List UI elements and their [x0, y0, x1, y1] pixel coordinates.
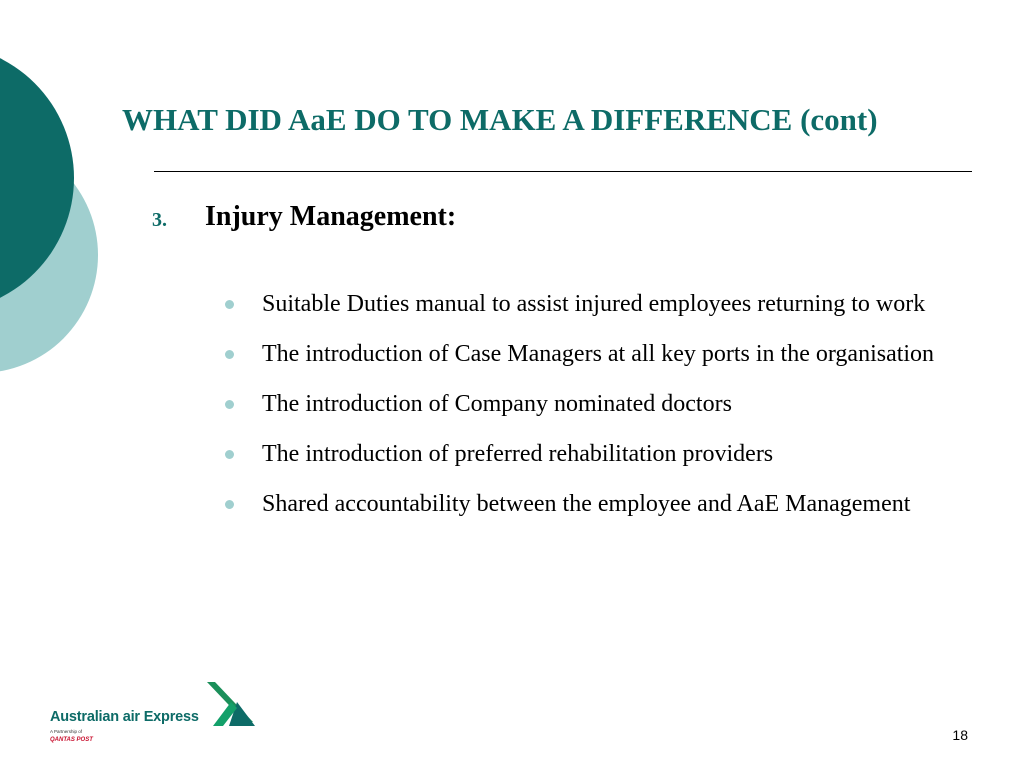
logo-partners: QANTAS POST: [50, 737, 93, 743]
bullet-text: Shared accountability between the employee and AaE Management: [262, 491, 911, 517]
slide-title: WHAT DID AaE DO TO MAKE A DIFFERENCE (cont): [122, 102, 878, 137]
bullet-icon: [225, 500, 234, 509]
bullet-item: [225, 337, 965, 371]
bullet-text: The introduction of Company nominated doctors: [262, 391, 732, 417]
bullet-item: [225, 387, 965, 421]
page-number: 18: [952, 727, 968, 743]
bullet-text: The introduction of Case Managers at all key ports in the organisation: [262, 341, 935, 367]
bullet-item: [225, 487, 965, 521]
bullet-icon: [225, 400, 234, 409]
bullet-text: The introduction of preferred rehabilitation providers: [262, 441, 774, 467]
bullet-icon: [225, 300, 234, 309]
bullet-icon: [225, 450, 234, 459]
company-logo: [50, 680, 260, 748]
section-number: 3.: [152, 209, 167, 231]
logo-name: Australian air Express: [50, 709, 199, 725]
bullet-item: [225, 287, 965, 321]
bullet-text: Suitable Duties manual to assist injured employees returning to work: [262, 291, 926, 317]
section-heading: Injury Management:: [205, 201, 457, 232]
bullet-item: [225, 437, 965, 471]
decorative-circles: [0, 0, 110, 400]
bullet-list: [225, 287, 965, 537]
bullet-icon: [225, 350, 234, 359]
logo-tagline: A Partnership of: [50, 729, 83, 734]
title-divider: [154, 171, 972, 172]
aae-x-icon: [207, 680, 255, 728]
